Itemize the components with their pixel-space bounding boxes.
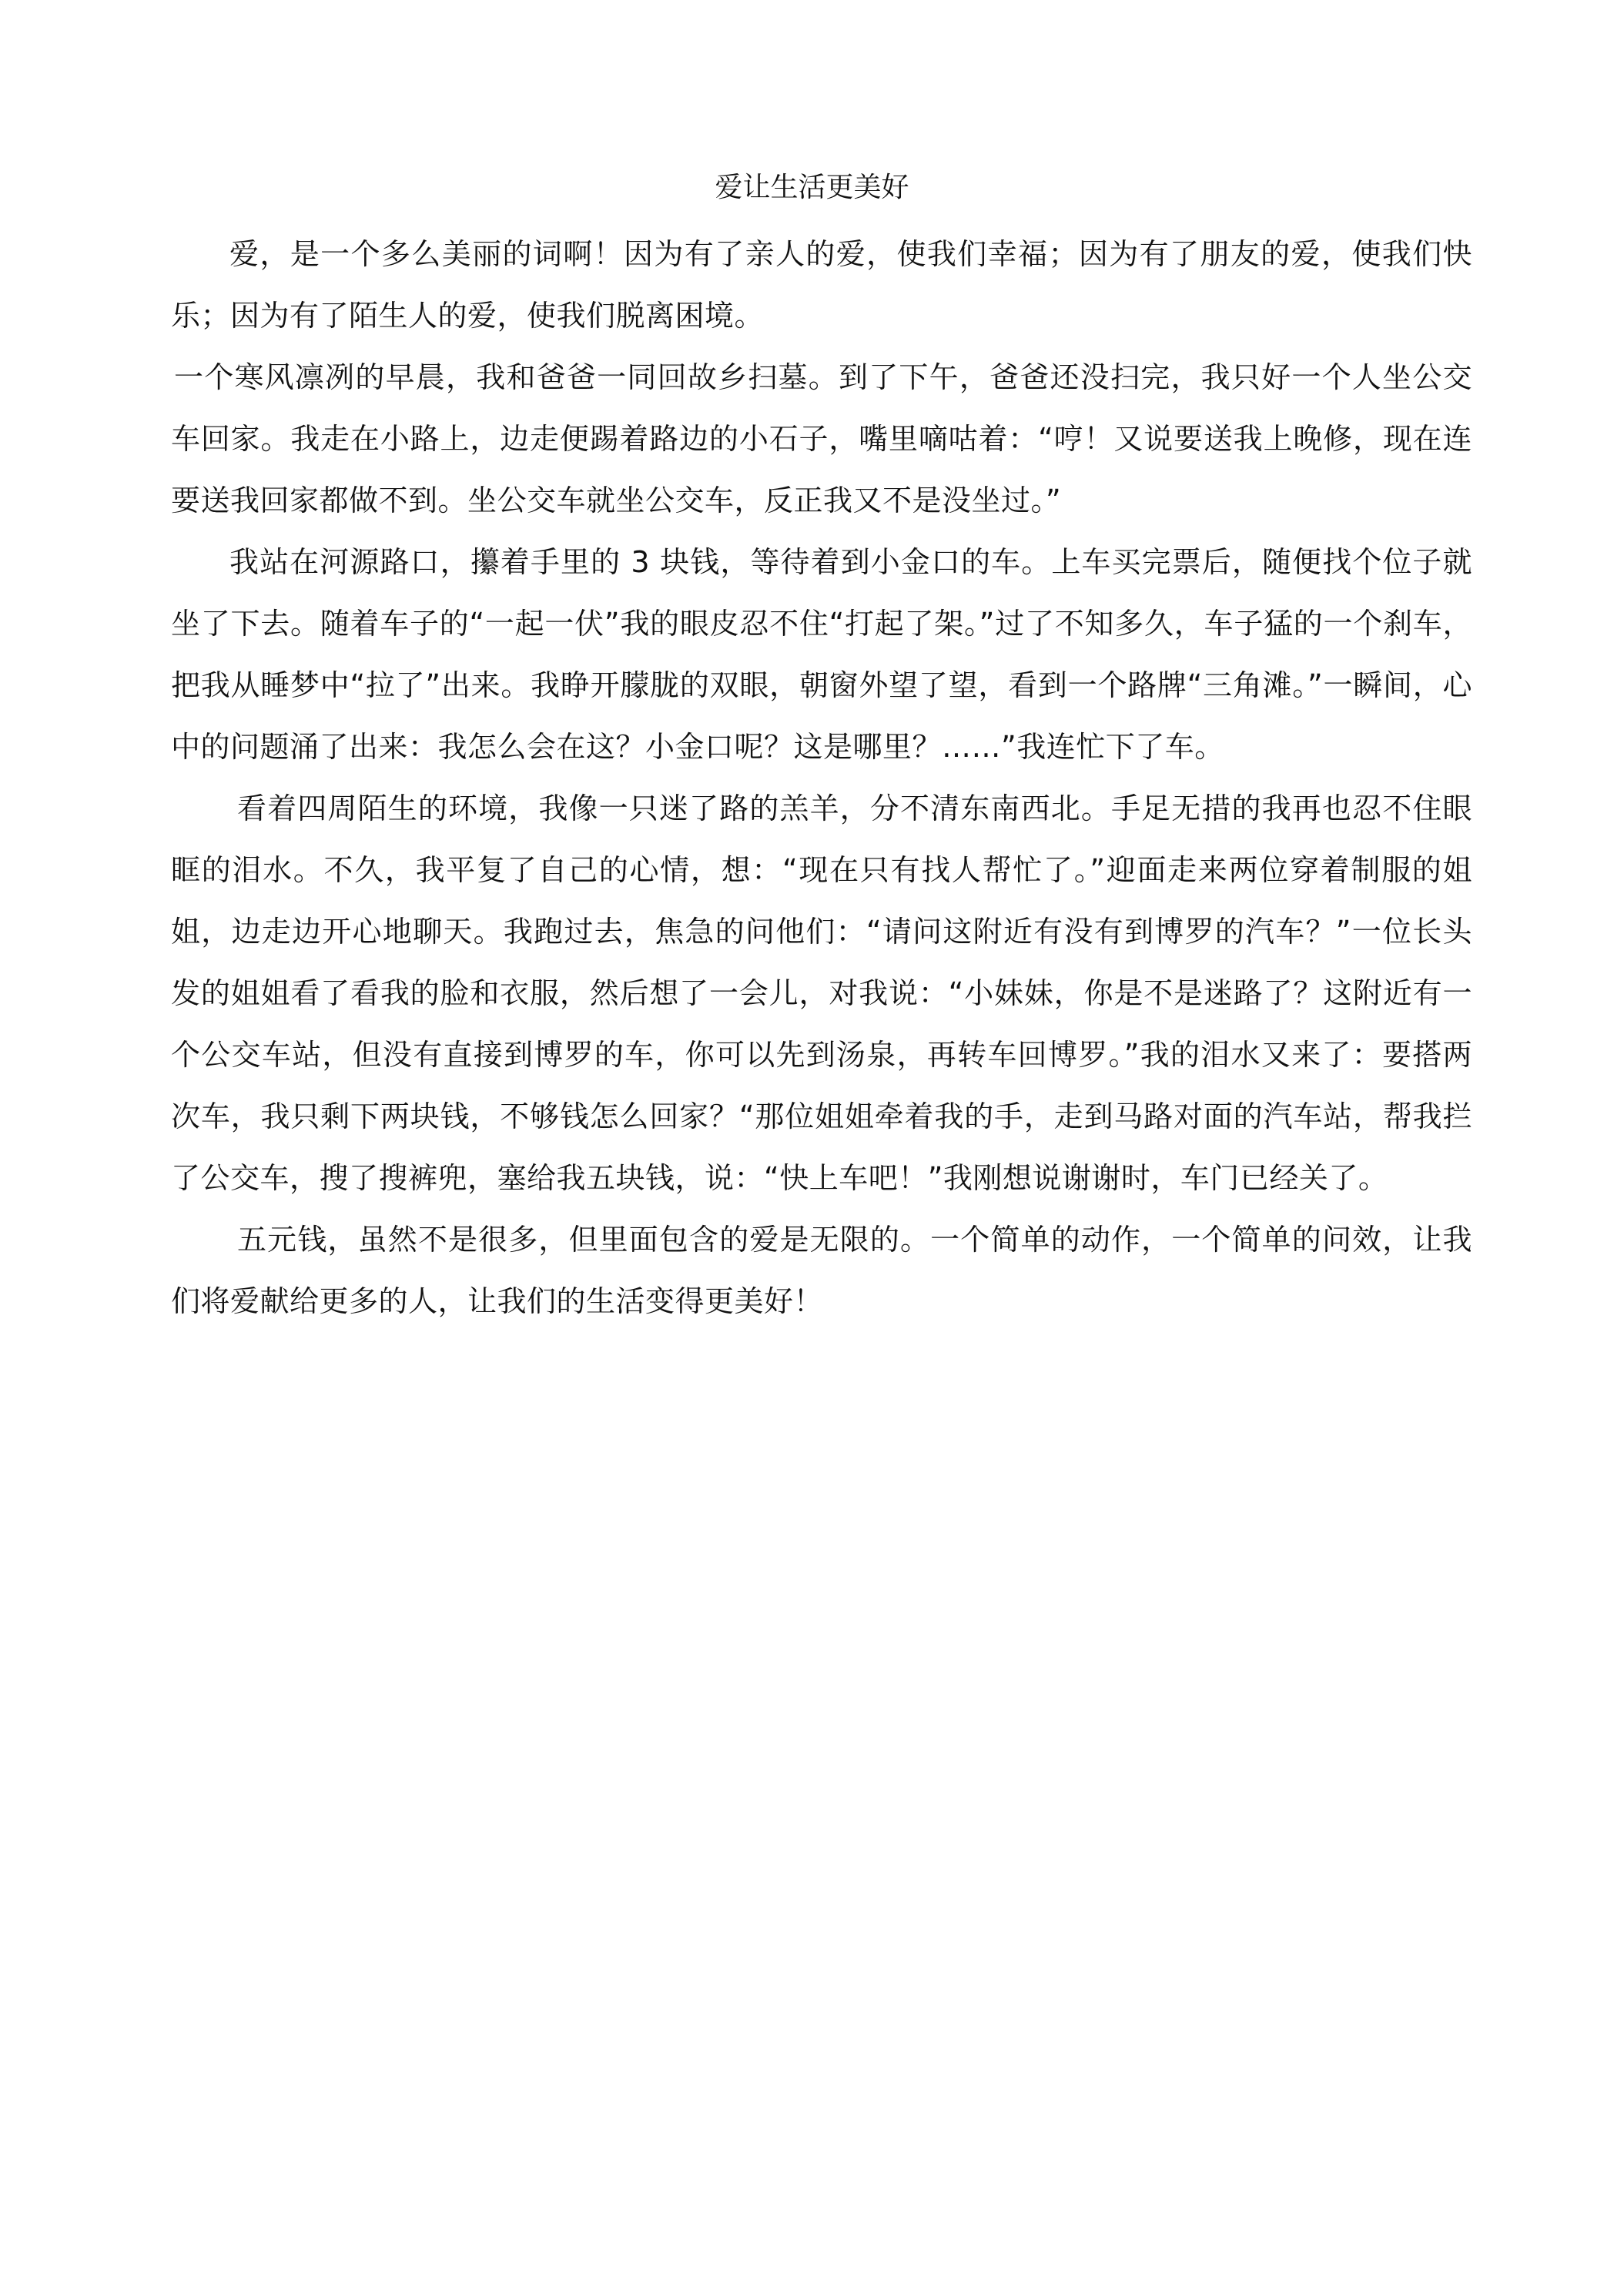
document-title: 爱让生活更美好 xyxy=(715,172,909,203)
paragraph-bus-ride: 我站在河源路口，攥着手里的 3 块钱，等待着到小金口的车。上车买完票后，随便找个位子就坐了下去。随着车子的“一起一伏”我的眼皮忍不住“打起了架。”过了不知多久，车子猛的一个刹车，把我从睡梦中“拉了”出来。我睁开朦胧的双眼，朝窗外望了望，看到一个路牌“三角滩。”一瞬间，心中的问题涌了出来：我怎么会在这？小金口呢？这是哪里？……”我连忙下了车。 xyxy=(171,545,1472,764)
paragraph-conclusion: 五元钱，虽然不是很多，但里面包含的爱是无限的。一个简单的动作，一个简单的问效，让我们将爱献给更多的人，让我们的生活变得更美好！ xyxy=(171,1223,1472,1318)
document-body xyxy=(171,223,1472,1332)
paragraph-lost: 看着四周陌生的环境，我像一只迷了路的羔羊，分不清东南西北。手足无措的我再也忍不住眼眶的泪水。不久，我平复了自己的心情，想：“现在只有找人帮忙了。”迎面走来两位穿着制服的姐姐，边走边开心地聊天。我跑过去，焦急的问他们：“请问这附近有没有到博罗的汽车？”一位长头发的姐姐看了看我的脸和衣服，然后想了一会儿，对我说：“小妹妹，你是不是迷路了？这附近有一个公交车站，但没有直接到博罗的车，你可以先到汤泉，再转车回博罗。”我的泪水又来了：要搭两次车，我只剩下两块钱，不够钱怎么回家？“那位姐姐牵着我的手，走到马路对面的汽车站，帮我拦了公交车，搜了搜裤兜，塞给我五块钱，说：“快上车吧！”我刚想说谢谢时，车门已经关了。 xyxy=(171,792,1472,1195)
paragraph-intro: 爱，是一个多么美丽的词啊！因为有了亲人的爱，使我们幸福；因为有了朋友的爱，使我们快乐；因为有了陌生人的爱，使我们脱离困境。 xyxy=(171,237,1472,333)
paragraph-morning: 一个寒风凛冽的早晨，我和爸爸一同回故乡扫墓。到了下午，爸爸还没扫完，我只好一个人坐公交车回家。我走在小路上，边走便踢着路边的小石子，嘴里嘀咕着：“哼！又说要送我上晚修，现在连要送我回家都做不到。坐公交车就坐公交车，反正我又不是没坐过。” xyxy=(171,360,1472,517)
